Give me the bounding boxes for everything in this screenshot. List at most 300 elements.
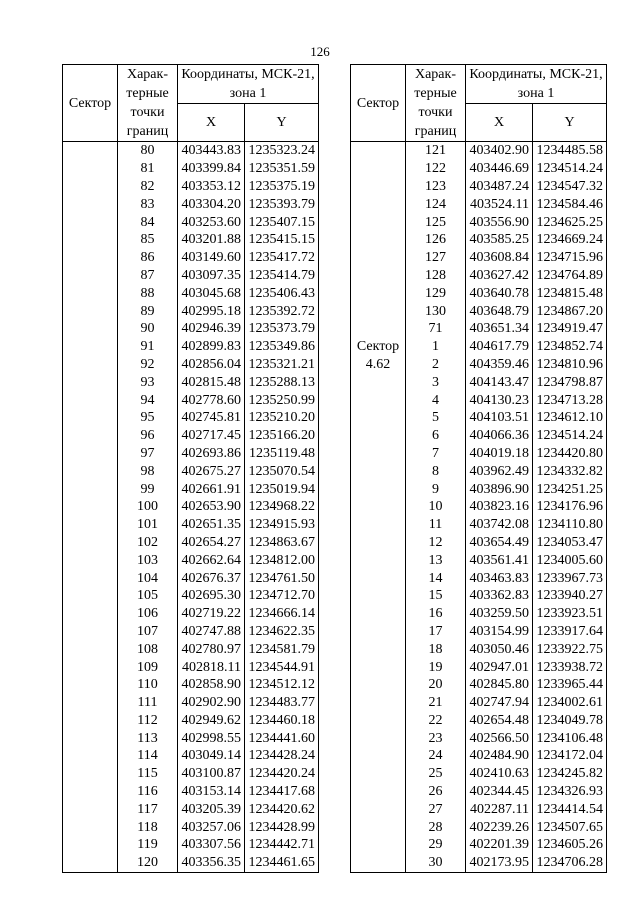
x-coordinate-cell: 404359.46 bbox=[466, 356, 533, 374]
x-coordinate-cell: 402947.01 bbox=[466, 658, 533, 676]
x-coordinate-cell: 403050.46 bbox=[466, 640, 533, 658]
table-row bbox=[351, 836, 607, 854]
x-coordinate-cell: 402717.45 bbox=[178, 427, 245, 445]
point-cell: 103 bbox=[118, 551, 178, 569]
table-row bbox=[351, 284, 607, 302]
point-cell: 106 bbox=[118, 605, 178, 623]
x-coordinate-cell: 404103.51 bbox=[466, 409, 533, 427]
x-coordinate-cell: 403962.49 bbox=[466, 462, 533, 480]
x-coordinate-cell: 402675.27 bbox=[178, 462, 245, 480]
sector-cell bbox=[63, 320, 118, 338]
point-cell: 17 bbox=[406, 623, 466, 641]
x-coordinate-cell: 402815.48 bbox=[178, 373, 245, 391]
x-coordinate-cell: 403205.39 bbox=[178, 800, 245, 818]
sector-cell bbox=[351, 694, 406, 712]
table-row bbox=[351, 267, 607, 285]
sector-cell bbox=[351, 516, 406, 534]
table-row bbox=[351, 249, 607, 267]
table-row bbox=[351, 178, 607, 196]
table-row bbox=[63, 534, 319, 552]
y-coordinate-cell: 1234622.35 bbox=[245, 623, 319, 641]
x-coordinate-cell: 403402.90 bbox=[466, 142, 533, 160]
table-row bbox=[351, 516, 607, 534]
table-row bbox=[351, 569, 607, 587]
y-coordinate-cell: 1235375.19 bbox=[245, 178, 319, 196]
x-coordinate-cell: 403362.83 bbox=[466, 587, 533, 605]
point-cell: 84 bbox=[118, 213, 178, 231]
x-coordinate-cell: 403259.50 bbox=[466, 605, 533, 623]
x-coordinate-cell: 402662.64 bbox=[178, 551, 245, 569]
x-coordinate-cell: 403896.90 bbox=[466, 480, 533, 498]
table-row bbox=[63, 587, 319, 605]
table-row bbox=[63, 480, 319, 498]
table-row bbox=[351, 427, 607, 445]
x-coordinate-cell: 403307.56 bbox=[178, 836, 245, 854]
x-coordinate-cell: 403356.35 bbox=[178, 854, 245, 872]
y-coordinate-cell: 1234053.47 bbox=[533, 534, 607, 552]
sector-cell bbox=[351, 231, 406, 249]
point-cell: 128 bbox=[406, 267, 466, 285]
y-coordinate-cell: 1234712.70 bbox=[245, 587, 319, 605]
point-cell: 118 bbox=[118, 818, 178, 836]
x-coordinate-cell: 402899.83 bbox=[178, 338, 245, 356]
point-cell: 14 bbox=[406, 569, 466, 587]
x-coordinate-cell: 402693.86 bbox=[178, 445, 245, 463]
point-cell: 20 bbox=[406, 676, 466, 694]
y-coordinate-cell: 1234461.65 bbox=[245, 854, 319, 872]
header-x: X bbox=[178, 104, 245, 142]
table-row bbox=[351, 818, 607, 836]
sector-cell bbox=[63, 800, 118, 818]
y-coordinate-cell: 1234812.00 bbox=[245, 551, 319, 569]
header-coordinates: Координаты, МСК-21, зона 1 bbox=[178, 65, 319, 104]
y-coordinate-cell: 1234810.96 bbox=[533, 356, 607, 374]
sector-cell bbox=[351, 178, 406, 196]
point-cell: 86 bbox=[118, 249, 178, 267]
table-row bbox=[63, 818, 319, 836]
y-coordinate-cell: 1234544.91 bbox=[245, 658, 319, 676]
sector-cell bbox=[351, 302, 406, 320]
y-coordinate-cell: 1235417.72 bbox=[245, 249, 319, 267]
sector-cell bbox=[63, 676, 118, 694]
y-coordinate-cell: 1234968.22 bbox=[245, 498, 319, 516]
point-cell: 109 bbox=[118, 658, 178, 676]
point-cell: 3 bbox=[406, 373, 466, 391]
sector-cell bbox=[63, 783, 118, 801]
x-coordinate-cell: 402654.48 bbox=[466, 712, 533, 730]
point-cell: 98 bbox=[118, 462, 178, 480]
x-coordinate-cell: 402719.22 bbox=[178, 605, 245, 623]
table-row bbox=[63, 676, 319, 694]
sector-cell bbox=[351, 534, 406, 552]
table-row bbox=[351, 623, 607, 641]
table-row bbox=[351, 409, 607, 427]
sector-cell bbox=[351, 445, 406, 463]
y-coordinate-cell: 1234414.54 bbox=[533, 800, 607, 818]
point-cell: 15 bbox=[406, 587, 466, 605]
sector-cell bbox=[63, 302, 118, 320]
sector-cell bbox=[351, 249, 406, 267]
sector-cell bbox=[63, 231, 118, 249]
x-coordinate-cell: 402998.55 bbox=[178, 729, 245, 747]
point-cell: 93 bbox=[118, 373, 178, 391]
x-coordinate-cell: 402747.94 bbox=[466, 694, 533, 712]
y-coordinate-cell: 1235166.20 bbox=[245, 427, 319, 445]
sector-cell bbox=[63, 623, 118, 641]
sector-cell bbox=[63, 498, 118, 516]
point-cell: 6 bbox=[406, 427, 466, 445]
y-coordinate-cell: 1233922.75 bbox=[533, 640, 607, 658]
sector-cell bbox=[63, 160, 118, 178]
y-coordinate-cell: 1234915.93 bbox=[245, 516, 319, 534]
table-row bbox=[63, 694, 319, 712]
y-coordinate-cell: 1234713.28 bbox=[533, 391, 607, 409]
x-coordinate-cell: 402654.27 bbox=[178, 534, 245, 552]
x-coordinate-cell: 403153.14 bbox=[178, 783, 245, 801]
x-coordinate-cell: 403608.84 bbox=[466, 249, 533, 267]
table-row bbox=[63, 320, 319, 338]
table-row bbox=[63, 160, 319, 178]
table-row bbox=[351, 747, 607, 765]
table-row bbox=[351, 338, 607, 356]
sector-cell bbox=[63, 765, 118, 783]
table-row bbox=[351, 729, 607, 747]
y-coordinate-cell: 1234761.50 bbox=[245, 569, 319, 587]
page-number: 126 bbox=[310, 44, 330, 59]
y-coordinate-cell: 1234485.58 bbox=[533, 142, 607, 160]
sector-cell bbox=[63, 284, 118, 302]
y-coordinate-cell: 1235393.79 bbox=[245, 195, 319, 213]
y-coordinate-cell: 1234512.12 bbox=[245, 676, 319, 694]
x-coordinate-cell: 402566.50 bbox=[466, 729, 533, 747]
table-row bbox=[63, 373, 319, 391]
y-coordinate-cell: 1234625.25 bbox=[533, 213, 607, 231]
point-cell: 4 bbox=[406, 391, 466, 409]
point-cell: 97 bbox=[118, 445, 178, 463]
table-row bbox=[63, 729, 319, 747]
sector-cell bbox=[351, 676, 406, 694]
sector-cell bbox=[63, 854, 118, 872]
x-coordinate-cell: 402780.97 bbox=[178, 640, 245, 658]
table-row bbox=[351, 195, 607, 213]
y-coordinate-cell: 1234612.10 bbox=[533, 409, 607, 427]
sector-cell bbox=[63, 213, 118, 231]
point-cell: 119 bbox=[118, 836, 178, 854]
y-coordinate-cell: 1235415.15 bbox=[245, 231, 319, 249]
sector-cell bbox=[63, 391, 118, 409]
header-y: Y bbox=[533, 104, 607, 142]
x-coordinate-cell: 403049.14 bbox=[178, 747, 245, 765]
x-coordinate-cell: 402745.81 bbox=[178, 409, 245, 427]
y-coordinate-cell: 1234666.14 bbox=[245, 605, 319, 623]
table-row bbox=[63, 302, 319, 320]
table-row bbox=[63, 338, 319, 356]
point-cell: 21 bbox=[406, 694, 466, 712]
table-row bbox=[351, 356, 607, 374]
point-cell: 11 bbox=[406, 516, 466, 534]
y-coordinate-cell: 1234417.68 bbox=[245, 783, 319, 801]
x-coordinate-cell: 403201.88 bbox=[178, 231, 245, 249]
sector-cell bbox=[63, 249, 118, 267]
sector-cell bbox=[63, 569, 118, 587]
point-cell: 12 bbox=[406, 534, 466, 552]
table-row bbox=[63, 569, 319, 587]
sector-cell bbox=[351, 854, 406, 872]
sector-cell bbox=[351, 783, 406, 801]
table-row bbox=[351, 213, 607, 231]
x-coordinate-cell: 402747.88 bbox=[178, 623, 245, 641]
y-coordinate-cell: 1234106.48 bbox=[533, 729, 607, 747]
x-coordinate-cell: 402778.60 bbox=[178, 391, 245, 409]
point-cell: 115 bbox=[118, 765, 178, 783]
table-row bbox=[351, 676, 607, 694]
y-coordinate-cell: 1234332.82 bbox=[533, 462, 607, 480]
x-coordinate-cell: 402946.39 bbox=[178, 320, 245, 338]
y-coordinate-cell: 1234584.46 bbox=[533, 195, 607, 213]
sector-cell bbox=[351, 409, 406, 427]
y-coordinate-cell: 1234176.96 bbox=[533, 498, 607, 516]
y-coordinate-cell: 1235323.24 bbox=[245, 142, 319, 160]
y-coordinate-cell: 1234420.62 bbox=[245, 800, 319, 818]
y-coordinate-cell: 1235373.79 bbox=[245, 320, 319, 338]
point-cell: 122 bbox=[406, 160, 466, 178]
point-cell: 82 bbox=[118, 178, 178, 196]
point-cell: 127 bbox=[406, 249, 466, 267]
table-row bbox=[63, 249, 319, 267]
y-coordinate-cell: 1234005.60 bbox=[533, 551, 607, 569]
point-cell: 13 bbox=[406, 551, 466, 569]
header-y: Y bbox=[245, 104, 319, 142]
table-row bbox=[63, 178, 319, 196]
x-coordinate-cell: 402173.95 bbox=[466, 854, 533, 872]
sector-cell bbox=[63, 551, 118, 569]
x-coordinate-cell: 403742.08 bbox=[466, 516, 533, 534]
y-coordinate-cell: 1234442.71 bbox=[245, 836, 319, 854]
table-row bbox=[351, 712, 607, 730]
x-coordinate-cell: 402661.91 bbox=[178, 480, 245, 498]
point-cell: 81 bbox=[118, 160, 178, 178]
point-cell: 95 bbox=[118, 409, 178, 427]
x-coordinate-cell: 403154.99 bbox=[466, 623, 533, 641]
y-coordinate-cell: 1234514.24 bbox=[533, 160, 607, 178]
sector-cell bbox=[63, 445, 118, 463]
table-row bbox=[63, 409, 319, 427]
table-row bbox=[351, 302, 607, 320]
table-row bbox=[63, 854, 319, 872]
point-cell: 96 bbox=[118, 427, 178, 445]
sector-cell bbox=[351, 267, 406, 285]
point-cell: 92 bbox=[118, 356, 178, 374]
sector-cell bbox=[63, 409, 118, 427]
point-cell: 85 bbox=[118, 231, 178, 249]
sector-cell bbox=[63, 694, 118, 712]
table-row bbox=[351, 231, 607, 249]
x-coordinate-cell: 402858.90 bbox=[178, 676, 245, 694]
table-body-left bbox=[63, 142, 319, 873]
x-coordinate-cell: 403640.78 bbox=[466, 284, 533, 302]
y-coordinate-cell: 1234815.48 bbox=[533, 284, 607, 302]
sector-cell bbox=[63, 142, 118, 160]
point-cell: 116 bbox=[118, 783, 178, 801]
table-body-right bbox=[351, 142, 607, 873]
y-coordinate-cell: 1234002.61 bbox=[533, 694, 607, 712]
sector-cell bbox=[351, 462, 406, 480]
sector-cell bbox=[351, 551, 406, 569]
point-cell: 87 bbox=[118, 267, 178, 285]
point-cell: 1 bbox=[406, 338, 466, 356]
point-cell: 89 bbox=[118, 302, 178, 320]
x-coordinate-cell: 402856.04 bbox=[178, 356, 245, 374]
point-cell: 111 bbox=[118, 694, 178, 712]
x-coordinate-cell: 402201.39 bbox=[466, 836, 533, 854]
x-coordinate-cell: 402949.62 bbox=[178, 712, 245, 730]
point-cell: 83 bbox=[118, 195, 178, 213]
point-cell: 90 bbox=[118, 320, 178, 338]
sector-cell bbox=[351, 658, 406, 676]
y-coordinate-cell: 1233938.72 bbox=[533, 658, 607, 676]
point-cell: 9 bbox=[406, 480, 466, 498]
y-coordinate-cell: 1234669.24 bbox=[533, 231, 607, 249]
sector-cell bbox=[351, 213, 406, 231]
point-cell: 117 bbox=[118, 800, 178, 818]
coordinates-table-right bbox=[350, 64, 607, 873]
sector-cell bbox=[63, 836, 118, 854]
table-row bbox=[63, 516, 319, 534]
x-coordinate-cell: 402995.18 bbox=[178, 302, 245, 320]
point-cell: 113 bbox=[118, 729, 178, 747]
sector-cell bbox=[63, 267, 118, 285]
x-coordinate-cell: 404066.36 bbox=[466, 427, 533, 445]
sector-cell bbox=[351, 480, 406, 498]
x-coordinate-cell: 404130.23 bbox=[466, 391, 533, 409]
y-coordinate-cell: 1234428.99 bbox=[245, 818, 319, 836]
point-cell: 104 bbox=[118, 569, 178, 587]
sector-cell bbox=[351, 747, 406, 765]
y-coordinate-cell: 1234441.60 bbox=[245, 729, 319, 747]
point-cell: 130 bbox=[406, 302, 466, 320]
point-cell: 23 bbox=[406, 729, 466, 747]
point-cell: 129 bbox=[406, 284, 466, 302]
point-cell: 91 bbox=[118, 338, 178, 356]
y-coordinate-cell: 1235119.48 bbox=[245, 445, 319, 463]
y-coordinate-cell: 1235414.79 bbox=[245, 267, 319, 285]
sector-cell bbox=[63, 195, 118, 213]
table-row bbox=[63, 267, 319, 285]
sector-cell bbox=[63, 338, 118, 356]
y-coordinate-cell: 1234514.24 bbox=[533, 427, 607, 445]
y-coordinate-cell: 1233923.51 bbox=[533, 605, 607, 623]
table-row bbox=[351, 498, 607, 516]
sector-cell bbox=[63, 178, 118, 196]
x-coordinate-cell: 403487.24 bbox=[466, 178, 533, 196]
y-coordinate-cell: 1234863.67 bbox=[245, 534, 319, 552]
x-coordinate-cell: 402653.90 bbox=[178, 498, 245, 516]
point-cell: 30 bbox=[406, 854, 466, 872]
x-coordinate-cell: 402410.63 bbox=[466, 765, 533, 783]
table-row bbox=[63, 445, 319, 463]
table-row bbox=[63, 836, 319, 854]
table-row bbox=[63, 213, 319, 231]
table-row bbox=[351, 854, 607, 872]
header-coordinates: Координаты, МСК-21, зона 1 bbox=[466, 65, 607, 104]
header-sector: Сектор bbox=[351, 65, 406, 142]
y-coordinate-cell: 1234507.65 bbox=[533, 818, 607, 836]
x-coordinate-cell: 402902.90 bbox=[178, 694, 245, 712]
sector-cell bbox=[351, 195, 406, 213]
x-coordinate-cell: 403399.84 bbox=[178, 160, 245, 178]
y-coordinate-cell: 1233917.64 bbox=[533, 623, 607, 641]
table-row bbox=[63, 783, 319, 801]
table-row bbox=[351, 765, 607, 783]
table-row bbox=[351, 373, 607, 391]
point-cell: 94 bbox=[118, 391, 178, 409]
y-coordinate-cell: 1234581.79 bbox=[245, 640, 319, 658]
x-coordinate-cell: 402676.37 bbox=[178, 569, 245, 587]
y-coordinate-cell: 1235321.21 bbox=[245, 356, 319, 374]
table-row bbox=[351, 160, 607, 178]
table-row bbox=[63, 551, 319, 569]
x-coordinate-cell: 403463.83 bbox=[466, 569, 533, 587]
y-coordinate-cell: 1234251.25 bbox=[533, 480, 607, 498]
sector-cell bbox=[351, 818, 406, 836]
sector-cell bbox=[351, 142, 406, 160]
x-coordinate-cell: 404143.47 bbox=[466, 373, 533, 391]
y-coordinate-cell: 1233965.44 bbox=[533, 676, 607, 694]
point-cell: 102 bbox=[118, 534, 178, 552]
sector-cell bbox=[63, 712, 118, 730]
sector-cell: Сектор bbox=[351, 338, 406, 356]
point-cell: 100 bbox=[118, 498, 178, 516]
x-coordinate-cell: 403648.79 bbox=[466, 302, 533, 320]
y-coordinate-cell: 1234919.47 bbox=[533, 320, 607, 338]
sector-cell bbox=[351, 605, 406, 623]
x-coordinate-cell: 403446.69 bbox=[466, 160, 533, 178]
point-cell: 22 bbox=[406, 712, 466, 730]
x-coordinate-cell: 402344.45 bbox=[466, 783, 533, 801]
sector-cell bbox=[63, 373, 118, 391]
point-cell: 27 bbox=[406, 800, 466, 818]
y-coordinate-cell: 1234420.80 bbox=[533, 445, 607, 463]
y-coordinate-cell: 1235392.72 bbox=[245, 302, 319, 320]
header-sector: Сектор bbox=[63, 65, 118, 142]
table-row bbox=[351, 142, 607, 160]
y-coordinate-cell: 1235407.15 bbox=[245, 213, 319, 231]
x-coordinate-cell: 402484.90 bbox=[466, 747, 533, 765]
table-row bbox=[63, 427, 319, 445]
table-row bbox=[63, 142, 319, 160]
point-cell: 2 bbox=[406, 356, 466, 374]
table-row bbox=[351, 694, 607, 712]
sector-cell bbox=[351, 800, 406, 818]
point-cell: 123 bbox=[406, 178, 466, 196]
sector-cell bbox=[63, 516, 118, 534]
point-cell: 107 bbox=[118, 623, 178, 641]
table-row bbox=[63, 640, 319, 658]
table-row bbox=[351, 783, 607, 801]
table-row bbox=[351, 800, 607, 818]
point-cell: 26 bbox=[406, 783, 466, 801]
table-row bbox=[351, 640, 607, 658]
point-cell: 101 bbox=[118, 516, 178, 534]
point-cell: 5 bbox=[406, 409, 466, 427]
sector-cell bbox=[63, 480, 118, 498]
sector-cell bbox=[63, 605, 118, 623]
table-row bbox=[63, 712, 319, 730]
point-cell: 29 bbox=[406, 836, 466, 854]
y-coordinate-cell: 1234110.80 bbox=[533, 516, 607, 534]
table-row bbox=[351, 445, 607, 463]
sector-cell bbox=[351, 729, 406, 747]
